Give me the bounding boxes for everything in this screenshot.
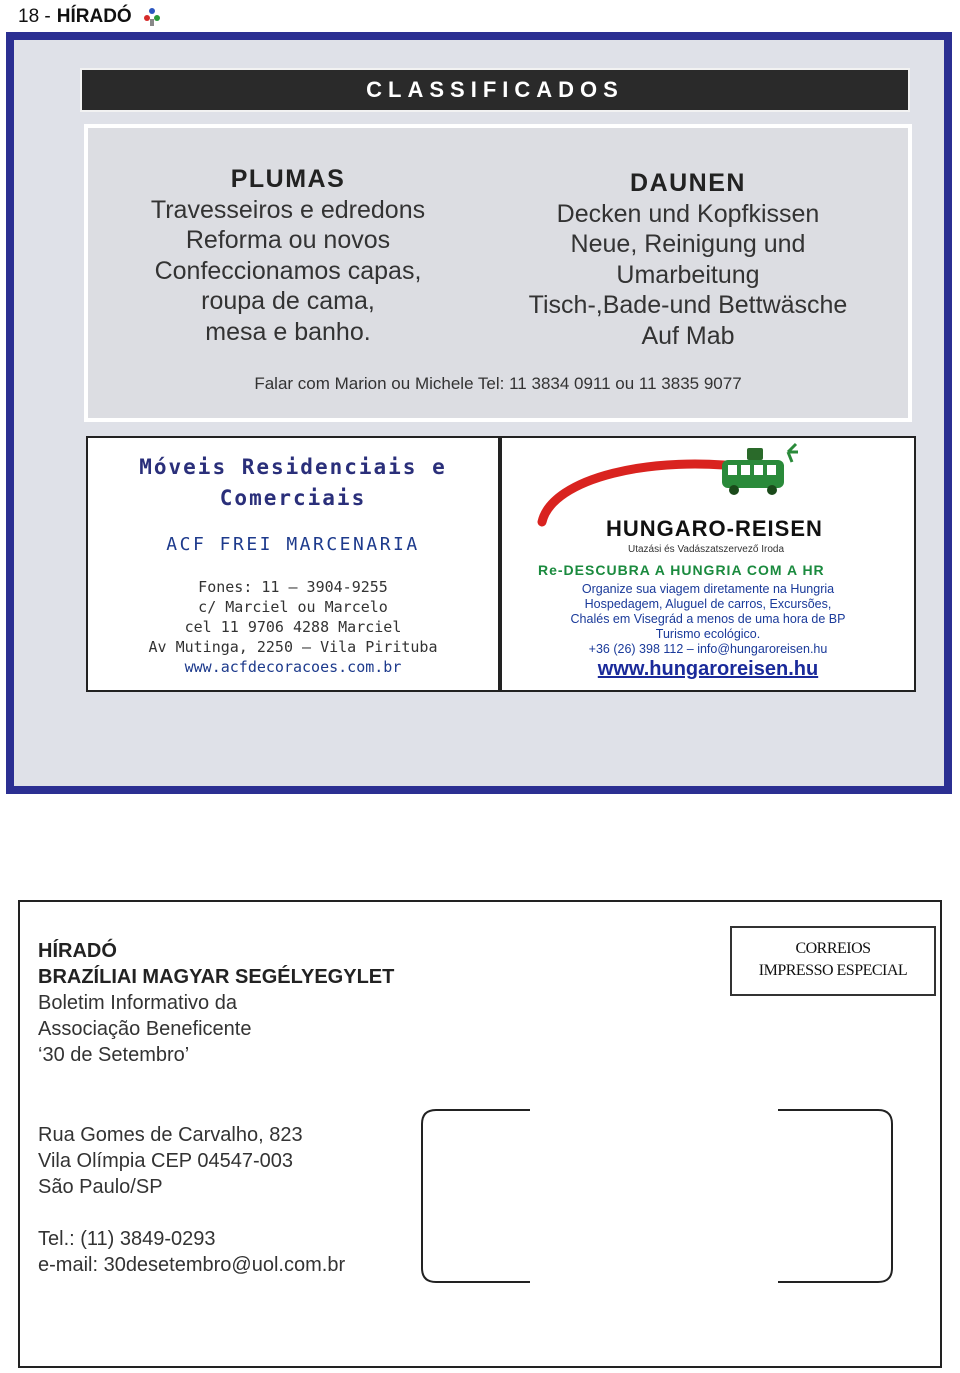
stamp-line: CORREIOS <box>795 940 871 957</box>
page-number: 18 - <box>18 6 51 27</box>
moveis-info-line: c/ Marciel ou Marcelo <box>198 598 388 616</box>
phone: Tel.: (11) 3849-0293 <box>38 1228 216 1250</box>
plumas-heading: PLUMAS <box>230 165 346 193</box>
moveis-ad <box>86 436 500 692</box>
moveis-title-line: Comerciais <box>219 486 367 510</box>
hungaro-line: Hospedagem, Aluguel de carros, Excursões, <box>584 597 832 611</box>
sender-desc-line: Boletim Informativo da <box>38 992 237 1014</box>
bus-icon <box>722 444 798 495</box>
hungaro-line: Chalés em Visegrád a menos de uma hora de BP <box>570 612 846 626</box>
moveis-info-line: Fones: 11 – 3904-9255 <box>198 578 388 596</box>
address-line: Vila Olímpia CEP 04547-003 <box>38 1150 293 1172</box>
stamp-line: IMPRESSO ESPECIAL <box>758 962 908 979</box>
hungaro-website-link[interactable]: www.hungaroreisen.hu <box>597 658 819 680</box>
plumas-line: Confeccionamos capas, <box>154 256 422 285</box>
daunen-heading: DAUNEN <box>630 169 746 197</box>
daunen-line: Decken und Kopfkissen <box>556 199 820 228</box>
classifieds-section <box>6 32 952 794</box>
hungaro-line: Organize sua viagem diretamente na Hungria <box>581 582 835 596</box>
publication-title: HÍRADÓ <box>56 6 132 27</box>
plumas-line: Travesseiros e edredons <box>150 195 426 224</box>
hungaro-subtitle: Utazási és Vadászatszervező Iroda <box>628 544 785 555</box>
sender-block <box>38 938 394 1068</box>
postage-stamp-box <box>730 926 936 996</box>
plumas-line: roupa de cama, <box>201 287 375 315</box>
email: e-mail: 30desetembro@uol.com.br <box>38 1254 346 1276</box>
hungaro-brand: HUNGARO-REISEN <box>606 516 823 541</box>
daunen-line: Umarbeitung <box>616 260 760 289</box>
moveis-website-link[interactable]: www.acfdecoracoes.com.br <box>184 658 402 676</box>
classifieds-banner: CLASSIFICADOS <box>80 68 910 112</box>
daunen-line: Auf Mab <box>641 321 735 350</box>
moveis-title <box>88 452 498 514</box>
page-header <box>18 6 162 28</box>
sender-org: BRAZÍLIAI MAGYAR SEGÉLYEGYLET <box>38 966 395 988</box>
moveis-info-line: cel 11 9706 4288 Marciel <box>184 618 402 636</box>
plumas-ad <box>84 124 912 422</box>
mailing-panel <box>18 900 942 1368</box>
daunen-german-column <box>488 168 888 351</box>
address-label-frame <box>420 1108 894 1284</box>
hungaro-line: Turismo ecológico. <box>655 627 761 641</box>
hungaro-contact-line: +36 (26) 398 112 – info@hungaroreisen.hu <box>588 642 828 656</box>
plumas-line: Reforma ou novos <box>185 226 391 254</box>
moveis-info-line: Av Mutinga, 2250 – Vila Pirituba <box>148 638 438 656</box>
daunen-line: Neue, Reinigung und <box>570 230 806 258</box>
hungaro-tagline: Re-DESCUBRA A HUNGRIA COM A HR <box>538 562 825 578</box>
publication-logo-icon <box>142 7 162 27</box>
moveis-title-line: Móveis Residenciais e <box>139 455 447 479</box>
sender-name: HÍRADÓ <box>38 940 117 962</box>
plumas-line: mesa e banho. <box>205 317 371 346</box>
moveis-info <box>88 577 498 677</box>
address-line: Rua Gomes de Carvalho, 823 <box>38 1124 303 1146</box>
plumas-portuguese-column <box>118 164 458 347</box>
plumas-contact: Falar com Marion ou Michele Tel: 11 3834 0911 ou 11 3835 9077 <box>254 374 742 393</box>
sender-desc-line: Associação Beneficente <box>38 1018 252 1040</box>
moveis-company: ACF FREI MARCENARIA <box>166 534 420 555</box>
hungaro-logo-graphic <box>502 438 916 528</box>
daunen-line: Tisch-,Bade-und Bettwäsche <box>528 291 848 319</box>
hungaro-reisen-ad <box>500 436 916 692</box>
sender-desc-line: ‘30 de Setembro’ <box>38 1044 190 1066</box>
address-line: São Paulo/SP <box>38 1176 163 1198</box>
return-address <box>38 1122 345 1278</box>
